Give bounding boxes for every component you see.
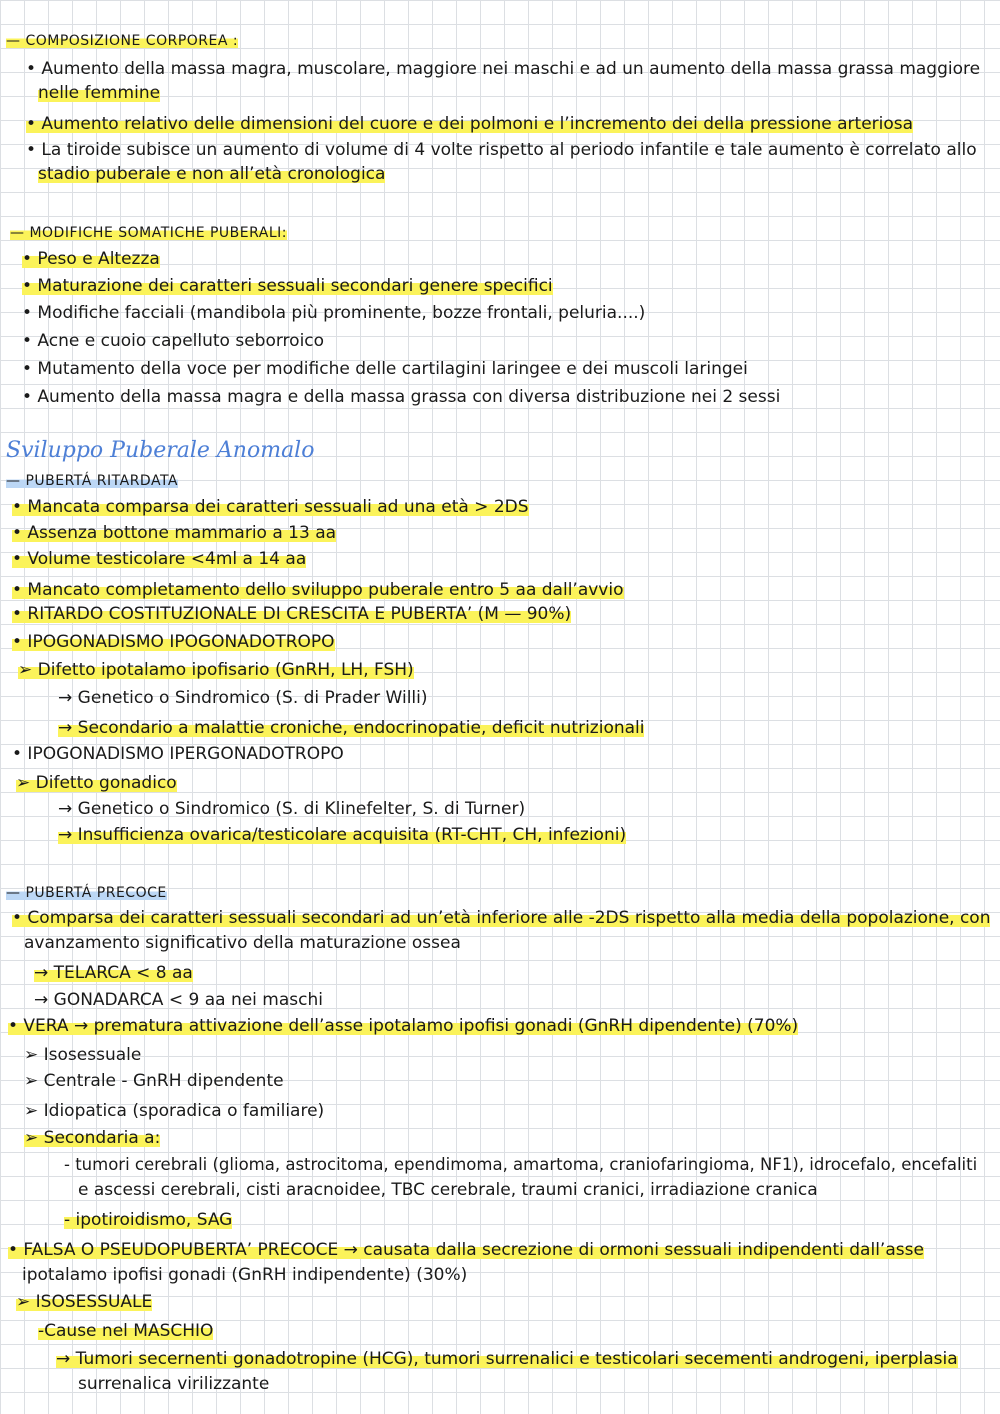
list-item: → Secondario a malattie croniche, endocrinopatie, deficit nutrizionali bbox=[58, 718, 645, 738]
heading-modifiche: — MODIFICHE SOMATICHE PUBERALI: bbox=[10, 225, 288, 241]
list-item: • VERA → prematura attivazione dell’asse ipotalamo ipofisi gonadi (GnRH dipendente) (70%) bbox=[8, 1016, 799, 1036]
list-item: • RITARDO COSTITUZIONALE DI CRESCITA E PUBERTA’ (M — 90%) bbox=[12, 604, 572, 624]
list-item: ➢ Isosessuale bbox=[24, 1045, 142, 1065]
text-line: • Aumento della massa magra, muscolare, maggiore nei maschi e ad un aumento della massa grassa maggiore bbox=[26, 59, 981, 79]
list-item: • Mutamento della voce per modifiche delle cartilagini laringee e dei muscoli laringei bbox=[22, 359, 748, 379]
list-item: • Acne e cuoio capelluto seborroico bbox=[22, 331, 325, 351]
list-item: → Insufficienza ovarica/testicolare acquisita (RT-CHT, CH, infezioni) bbox=[58, 825, 627, 845]
list-item: ➢ Difetto ipotalamo ipofisario (GnRH, LH, FSH) bbox=[18, 660, 414, 680]
list-item: ➢ Idiopatica (sporadica o familiare) bbox=[24, 1101, 325, 1121]
list-item: → Tumori secernenti gonadotropine (HCG), tumori surrenalici e testicolari secementi androgeni, iperplasia bbox=[56, 1349, 958, 1369]
text-line: • La tiroide subisce un aumento di volume di 4 volte rispetto al periodo infantile e tale aumento è correlato allo bbox=[26, 140, 977, 160]
list-item: surrenalica virilizzante bbox=[78, 1374, 270, 1394]
list-item: ➢ Centrale - GnRH dipendente bbox=[24, 1071, 284, 1091]
list-item: • Modifiche facciali (mandibola più prominente, bozze frontali, peluria....) bbox=[22, 303, 646, 323]
list-item: • Maturazione dei caratteri sessuali secondari genere specifici bbox=[22, 276, 553, 296]
list-item: -Cause nel MASCHIO bbox=[38, 1321, 214, 1341]
list-item: avanzamento significativo della maturazione ossea bbox=[24, 933, 461, 953]
text-line: nelle femmine bbox=[38, 83, 161, 103]
heading-composizione: — COMPOSIZIONE CORPOREA : bbox=[6, 33, 239, 49]
text-line: • Aumento relativo delle dimensioni del cuore e dei polmoni e l’incremento dei della pressione arteriosa bbox=[26, 114, 914, 134]
text-line: stadio puberale e non all’età cronologica bbox=[38, 164, 386, 184]
section-title: Sviluppo Puberale Anomalo bbox=[6, 438, 315, 463]
list-item: - ipotiroidismo, SAG bbox=[64, 1210, 233, 1230]
list-item: • Aumento della massa magra e della massa grassa con diversa distribuzione nei 2 sessi bbox=[22, 387, 781, 407]
list-item: • Peso e Altezza bbox=[22, 249, 160, 269]
list-item: • FALSA O PSEUDOPUBERTA’ PRECOCE → causata dalla secrezione di ormoni sessuali indipendenti dall’asse bbox=[8, 1240, 924, 1260]
list-item: • IPOGONADISMO IPERGONADOTROPO bbox=[12, 744, 344, 764]
list-item: - tumori cerebrali (glioma, astrocitoma, ependimoma, amartoma, craniofaringioma, NF1), idrocefalo, encefaliti bbox=[64, 1155, 978, 1174]
list-item: ➢ ISOSESSUALE bbox=[16, 1292, 153, 1312]
heading-ritardata: — PUBERTÁ RITARDATA bbox=[6, 473, 178, 489]
list-item: → TELARCA < 8 aa bbox=[34, 963, 193, 983]
list-item: • Mancata comparsa dei caratteri sessuali ad una età > 2DS bbox=[12, 497, 529, 517]
list-item: ➢ Secondaria a: bbox=[24, 1128, 161, 1148]
list-item: → GONADARCA < 9 aa nei maschi bbox=[34, 990, 323, 1010]
list-item: • Comparsa dei caratteri sessuali secondari ad un’età inferiore alle -2DS rispetto alla media della popolazione, con bbox=[12, 908, 991, 928]
list-item: • IPOGONADISMO IPOGONADOTROPO bbox=[12, 632, 335, 652]
heading-precoce: — PUBERTÁ PRECOCE bbox=[6, 885, 167, 901]
list-item: e ascessi cerebrali, cisti aracnoidee, TBC cerebrale, traumi cranici, irradiazione cranica bbox=[78, 1180, 818, 1200]
list-item: → Genetico o Sindromico (S. di Klinefelter, S. di Turner) bbox=[58, 799, 526, 819]
list-item: ipotalamo ipofisi gonadi (GnRH indipendente) (30%) bbox=[22, 1265, 468, 1285]
list-item: → Genetico o Sindromico (S. di Prader Willi) bbox=[58, 688, 428, 708]
list-item: • Mancato completamento dello sviluppo puberale entro 5 aa dall’avvio bbox=[12, 580, 624, 600]
list-item: ➢ Difetto gonadico bbox=[16, 773, 177, 793]
list-item: • Assenza bottone mammario a 13 aa bbox=[12, 523, 337, 543]
list-item: • Volume testicolare <4ml a 14 aa bbox=[12, 549, 307, 569]
